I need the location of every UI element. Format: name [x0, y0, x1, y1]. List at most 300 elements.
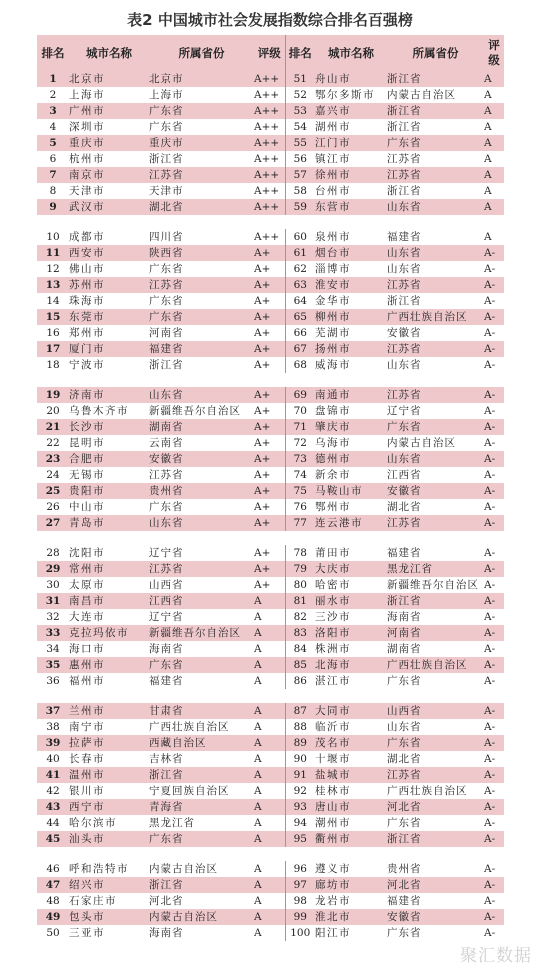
- rank-left: 2: [49, 89, 57, 101]
- city-left: 乌鲁木齐市: [69, 405, 129, 417]
- province-right: 山东省: [387, 247, 422, 259]
- rank-right: 81: [285, 593, 315, 609]
- province-left: 广东省: [149, 263, 184, 275]
- province-left: 云南省: [149, 437, 184, 449]
- city-right: 乌海市: [315, 437, 351, 449]
- rank-left: 45: [45, 833, 61, 845]
- province-right: 黑龙江省: [387, 563, 433, 575]
- rank-left: 40: [46, 753, 60, 765]
- city-left: 天津市: [69, 185, 105, 197]
- rank-right: 93: [285, 799, 315, 815]
- grade-right: A-: [484, 863, 496, 875]
- grade-left: A: [254, 785, 262, 797]
- rank-right: 74: [285, 467, 315, 483]
- grade-right: A-: [484, 437, 496, 449]
- table-row: [37, 703, 504, 719]
- rank-left: 30: [46, 579, 60, 591]
- rank-right: 60: [285, 229, 315, 245]
- province-left: 青海省: [149, 801, 184, 813]
- rank-left: 1: [49, 73, 57, 85]
- rank-left: 12: [46, 263, 60, 275]
- table-row: [37, 815, 504, 831]
- rank-left: 43: [45, 801, 61, 813]
- grade-left: A: [254, 879, 262, 891]
- table-row: [37, 183, 504, 199]
- grade-right: A: [484, 231, 492, 243]
- city-right: 大庆市: [315, 563, 351, 575]
- city-right: 鄂尔多斯市: [315, 89, 375, 101]
- table-row: [37, 293, 504, 309]
- table-row: [37, 657, 504, 673]
- grade-left: A: [254, 927, 262, 939]
- province-left: 浙江省: [149, 153, 184, 165]
- city-right: 湖州市: [315, 121, 351, 133]
- province-left: 江西省: [149, 595, 184, 607]
- grade-left: A+: [254, 453, 271, 465]
- rank-right: 63: [285, 277, 315, 293]
- city-left: 海口市: [69, 643, 105, 655]
- rank-right: 98: [285, 893, 315, 909]
- city-left: 汕头市: [69, 833, 105, 845]
- grade-left: A+: [254, 343, 271, 355]
- province-left: 山东省: [149, 389, 184, 401]
- province-left: 吉林省: [149, 753, 184, 765]
- city-right: 三沙市: [315, 611, 351, 623]
- grade-left: A+: [254, 295, 271, 307]
- table-row: [37, 767, 504, 783]
- province-right: 广东省: [387, 675, 422, 687]
- city-right: 株洲市: [315, 643, 351, 655]
- table-row: [37, 87, 504, 103]
- province-left: 山东省: [149, 517, 184, 529]
- table-row: [37, 499, 504, 515]
- city-right: 茂名市: [315, 737, 351, 749]
- rank-left: 22: [46, 437, 60, 449]
- grade-right: A-: [484, 643, 496, 655]
- province-left: 北京市: [149, 73, 184, 85]
- rank-left: 25: [45, 485, 61, 497]
- city-right: 丽水市: [315, 595, 351, 607]
- grade-left: A+: [254, 547, 271, 559]
- grade-right: A: [484, 137, 492, 149]
- grade-left: A: [254, 705, 262, 717]
- header-rank-right: 排名: [285, 35, 315, 71]
- rank-left: 44: [46, 817, 60, 829]
- grade-right: A: [484, 105, 492, 117]
- header-province: 所属省份: [178, 45, 225, 60]
- province-left: 福建省: [149, 343, 184, 355]
- province-left: 黑龙江省: [149, 817, 195, 829]
- province-left: 安徽省: [149, 453, 184, 465]
- city-right: 淮北市: [315, 911, 351, 923]
- province-left: 西藏自治区: [149, 737, 207, 749]
- table-row: [37, 357, 504, 373]
- province-left: 浙江省: [149, 359, 184, 371]
- rank-right: 73: [285, 451, 315, 467]
- grade-right: A-: [484, 279, 496, 291]
- rank-left: 24: [46, 469, 60, 481]
- rank-right: 70: [285, 403, 315, 419]
- rank-left: 18: [46, 359, 60, 371]
- rank-right: 100: [285, 925, 315, 941]
- table-row: [37, 277, 504, 293]
- city-left: 拉萨市: [69, 737, 105, 749]
- group-spacer: [37, 373, 504, 387]
- grade-left: A: [254, 753, 262, 765]
- province-right: 山东省: [387, 201, 422, 213]
- rank-right: 85: [285, 657, 315, 673]
- grade-right: A-: [484, 801, 496, 813]
- city-left: 常州市: [69, 563, 105, 575]
- province-left: 广东省: [149, 659, 184, 671]
- city-right: 烟台市: [315, 247, 351, 259]
- city-left: 太原市: [69, 579, 105, 591]
- city-right: 马鞍山市: [315, 485, 363, 497]
- grade-left: A+: [254, 517, 271, 529]
- watermark: 聚汇数据: [460, 946, 532, 966]
- rank-right: 71: [285, 419, 315, 435]
- city-right: 衢州市: [315, 833, 351, 845]
- province-right: 河北省: [387, 879, 422, 891]
- rank-left: 47: [45, 879, 61, 891]
- city-left: 兰州市: [69, 705, 105, 717]
- city-left: 上海市: [69, 89, 105, 101]
- rank-left: 49: [45, 911, 61, 923]
- rank-left: 11: [45, 247, 61, 259]
- rank-right: 80: [285, 577, 315, 593]
- city-left: 长春市: [69, 753, 105, 765]
- province-left: 广东省: [149, 501, 184, 513]
- table-row: [37, 403, 504, 419]
- grade-left: A++: [254, 169, 280, 181]
- rank-left: 33: [45, 627, 61, 639]
- grade-left: A: [254, 817, 262, 829]
- city-right: 金华市: [315, 295, 351, 307]
- header-province-right: 所属省份: [412, 45, 459, 60]
- grade-left: A++: [254, 73, 280, 85]
- province-left: 甘肃省: [149, 705, 184, 717]
- rank-right: 88: [285, 719, 315, 735]
- province-left: 新疆维吾尔自治区: [149, 405, 241, 417]
- rank-left: 17: [45, 343, 61, 355]
- city-left: 佛山市: [69, 263, 105, 275]
- table-row: [37, 483, 504, 499]
- rank-right: 86: [285, 673, 315, 689]
- rank-right: 54: [285, 119, 315, 135]
- table-row: [37, 719, 504, 735]
- grade-right: A-: [484, 485, 496, 497]
- table-row: [37, 861, 504, 877]
- rank-left: 20: [46, 405, 60, 417]
- grade-right: A-: [484, 769, 496, 781]
- city-left: 东莞市: [69, 311, 105, 323]
- table-row: [37, 909, 504, 925]
- province-right: 山西省: [387, 705, 422, 717]
- rank-left: 41: [45, 769, 61, 781]
- city-right: 十堰市: [315, 753, 351, 765]
- rank-left: 10: [46, 231, 60, 243]
- grade-left: A+: [254, 469, 271, 481]
- province-left: 江苏省: [149, 563, 184, 575]
- city-right: 镇江市: [315, 153, 351, 165]
- province-right: 江苏省: [387, 517, 422, 529]
- table-row: [37, 419, 504, 435]
- rank-right: 89: [285, 735, 315, 751]
- rank-left: 19: [45, 389, 61, 401]
- province-left: 海南省: [149, 927, 184, 939]
- grade-right: A-: [484, 627, 496, 639]
- table-row: [37, 309, 504, 325]
- province-left: 宁夏回族自治区: [149, 785, 230, 797]
- province-right: 福建省: [387, 895, 422, 907]
- grade-left: A: [254, 675, 262, 687]
- city-left: 石家庄市: [69, 895, 117, 907]
- grade-left: A: [254, 611, 262, 623]
- province-right: 江苏省: [387, 279, 422, 291]
- city-left: 合肥市: [69, 453, 105, 465]
- rank-right: 84: [285, 641, 315, 657]
- city-left: 广州市: [69, 105, 105, 117]
- city-left: 沈阳市: [69, 547, 105, 559]
- grade-left: A++: [254, 137, 280, 149]
- province-right: 贵州省: [387, 863, 422, 875]
- rank-right: 62: [285, 261, 315, 277]
- province-right: 浙江省: [387, 121, 422, 133]
- header-grade-right: 评级: [488, 38, 500, 67]
- province-right: 湖北省: [387, 753, 422, 765]
- city-right: 淄博市: [315, 263, 351, 275]
- province-left: 江苏省: [149, 279, 184, 291]
- grade-right: A-: [484, 753, 496, 765]
- rank-right: 52: [285, 87, 315, 103]
- province-left: 湖南省: [149, 421, 184, 433]
- city-left: 无锡市: [69, 469, 105, 481]
- grade-right: A-: [484, 263, 496, 275]
- city-right: 盐城市: [315, 769, 351, 781]
- city-right: 台州市: [315, 185, 351, 197]
- grade-right: A-: [484, 737, 496, 749]
- rank-right: 78: [285, 545, 315, 561]
- province-right: 广西壮族自治区: [387, 311, 468, 323]
- grade-right: A: [484, 121, 492, 133]
- rank-right: 77: [285, 515, 315, 531]
- table-row: [37, 103, 504, 119]
- table-row: [37, 625, 504, 641]
- table-row: [37, 341, 504, 357]
- province-left: 山西省: [149, 579, 184, 591]
- table-row: [37, 245, 504, 261]
- city-left: 大连市: [69, 611, 105, 623]
- city-left: 北京市: [69, 73, 105, 85]
- header-rank: 排名: [41, 45, 65, 60]
- grade-left: A+: [254, 485, 271, 497]
- rank-right: 55: [285, 135, 315, 151]
- grade-right: A-: [484, 895, 496, 907]
- rank-left: 38: [46, 721, 60, 733]
- table-row: [37, 71, 504, 87]
- grade-left: A: [254, 911, 262, 923]
- province-right: 福建省: [387, 547, 422, 559]
- grade-left: A+: [254, 421, 271, 433]
- table-row: [37, 673, 504, 689]
- table-row: [37, 199, 504, 215]
- grade-left: A+: [254, 247, 271, 259]
- province-right: 福建省: [387, 231, 422, 243]
- rank-right: 68: [285, 357, 315, 373]
- grade-right: A-: [484, 327, 496, 339]
- table-row: [37, 577, 504, 593]
- province-left: 上海市: [149, 89, 184, 101]
- header-city: 城市名称: [86, 45, 132, 60]
- province-right: 江西省: [387, 469, 422, 481]
- rank-left: 15: [45, 311, 61, 323]
- grade-left: A+: [254, 263, 271, 275]
- rank-right: 69: [285, 387, 315, 403]
- province-left: 陕西省: [149, 247, 184, 259]
- city-left: 武汉市: [69, 201, 105, 213]
- province-left: 河北省: [149, 895, 184, 907]
- city-left: 南宁市: [69, 721, 105, 733]
- rank-right: 56: [285, 151, 315, 167]
- city-left: 包头市: [69, 911, 105, 923]
- grade-left: A: [254, 863, 262, 875]
- grade-left: A+: [254, 359, 271, 371]
- grade-left: A: [254, 737, 262, 749]
- rank-right: 72: [285, 435, 315, 451]
- grade-right: A-: [484, 675, 496, 687]
- rank-left: 42: [46, 785, 60, 797]
- grade-right: A-: [484, 611, 496, 623]
- city-right: 泉州市: [315, 231, 351, 243]
- city-left: 重庆市: [69, 137, 105, 149]
- group-spacer-cell: [37, 373, 504, 387]
- city-left: 温州市: [69, 769, 105, 781]
- table-row: [37, 545, 504, 561]
- city-right: 龙岩市: [315, 895, 351, 907]
- rank-right: 95: [285, 831, 315, 847]
- province-left: 内蒙古自治区: [149, 863, 218, 875]
- grade-right: A-: [484, 547, 496, 559]
- province-right: 广东省: [387, 421, 422, 433]
- page-title: 表2 中国城市社会发展指数综合排名百强榜: [127, 11, 413, 29]
- grade-right: A-: [484, 833, 496, 845]
- table-row: [37, 641, 504, 657]
- rank-right: 79: [285, 561, 315, 577]
- grade-right: A-: [484, 563, 496, 575]
- grade-left: A++: [254, 105, 280, 117]
- rank-right: 51: [285, 71, 315, 87]
- province-right: 湖北省: [387, 501, 422, 513]
- city-left: 深圳市: [69, 121, 105, 133]
- grade-right: A-: [484, 659, 496, 671]
- province-right: 广东省: [387, 927, 422, 939]
- city-right: 新余市: [315, 469, 351, 481]
- rank-left: 36: [46, 675, 60, 687]
- city-right: 德州市: [315, 453, 351, 465]
- province-right: 山东省: [387, 263, 422, 275]
- province-left: 辽宁省: [149, 611, 184, 623]
- city-left: 银川市: [69, 785, 105, 797]
- city-right: 连云港市: [315, 517, 363, 529]
- province-left: 浙江省: [149, 769, 184, 781]
- province-right: 广西壮族自治区: [387, 785, 468, 797]
- province-right: 江苏省: [387, 343, 422, 355]
- city-right: 湛江市: [315, 675, 351, 687]
- grade-left: A: [254, 721, 262, 733]
- city-right: 江门市: [315, 137, 351, 149]
- table-row: [37, 135, 504, 151]
- city-left: 三亚市: [69, 927, 105, 939]
- city-left: 哈尔滨市: [69, 817, 117, 829]
- grade-left: A+: [254, 311, 271, 323]
- province-left: 海南省: [149, 643, 184, 655]
- grade-left: A+: [254, 437, 271, 449]
- group-spacer-cell: [37, 847, 504, 861]
- header-city-right: 城市名称: [328, 45, 374, 60]
- table-row: [37, 119, 504, 135]
- city-right: 潮州市: [315, 817, 351, 829]
- rank-left: 23: [45, 453, 61, 465]
- province-right: 浙江省: [387, 105, 422, 117]
- grade-left: A: [254, 833, 262, 845]
- table-row: [37, 325, 504, 341]
- group-spacer: [37, 847, 504, 861]
- grade-right: A-: [484, 927, 496, 939]
- city-right: 北海市: [315, 659, 351, 671]
- rank-left: 31: [45, 595, 61, 607]
- city-right: 南通市: [315, 389, 351, 401]
- grade-right: A-: [484, 359, 496, 371]
- city-right: 桂林市: [315, 785, 351, 797]
- city-right: 扬州市: [315, 343, 351, 355]
- city-left: 贵阳市: [69, 485, 105, 497]
- city-right: 鄂州市: [315, 501, 351, 513]
- city-right: 东营市: [315, 201, 351, 213]
- province-right: 广东省: [387, 737, 422, 749]
- rank-left: 50: [46, 927, 60, 939]
- rank-right: 83: [285, 625, 315, 641]
- table-body: [37, 71, 504, 941]
- city-left: 克拉玛依市: [69, 627, 129, 639]
- city-left: 宁波市: [69, 359, 105, 371]
- rank-left: 46: [46, 863, 60, 875]
- rank-right: 65: [285, 309, 315, 325]
- table-row: [37, 229, 504, 245]
- city-right: 临沂市: [315, 721, 351, 733]
- province-left: 浙江省: [149, 879, 184, 891]
- city-right: 哈密市: [315, 579, 351, 591]
- rank-right: 97: [285, 877, 315, 893]
- city-right: 莆田市: [315, 547, 351, 559]
- province-left: 广东省: [149, 311, 184, 323]
- rank-right: 66: [285, 325, 315, 341]
- grade-right: A-: [484, 579, 496, 591]
- grade-left: A: [254, 895, 262, 907]
- rank-right: 59: [285, 199, 315, 215]
- rank-left: 35: [45, 659, 61, 671]
- grade-left: A+: [254, 501, 271, 513]
- grade-left: A+: [254, 563, 271, 575]
- table-header-row: [37, 35, 504, 71]
- grade-left: A: [254, 643, 262, 655]
- group-spacer-cell: [37, 215, 504, 229]
- city-right: 淮安市: [315, 279, 351, 291]
- table-row: [37, 877, 504, 893]
- rank-left: 34: [46, 643, 60, 655]
- city-right: 嘉兴市: [315, 105, 351, 117]
- grade-right: A-: [484, 817, 496, 829]
- province-left: 广西壮族自治区: [149, 721, 230, 733]
